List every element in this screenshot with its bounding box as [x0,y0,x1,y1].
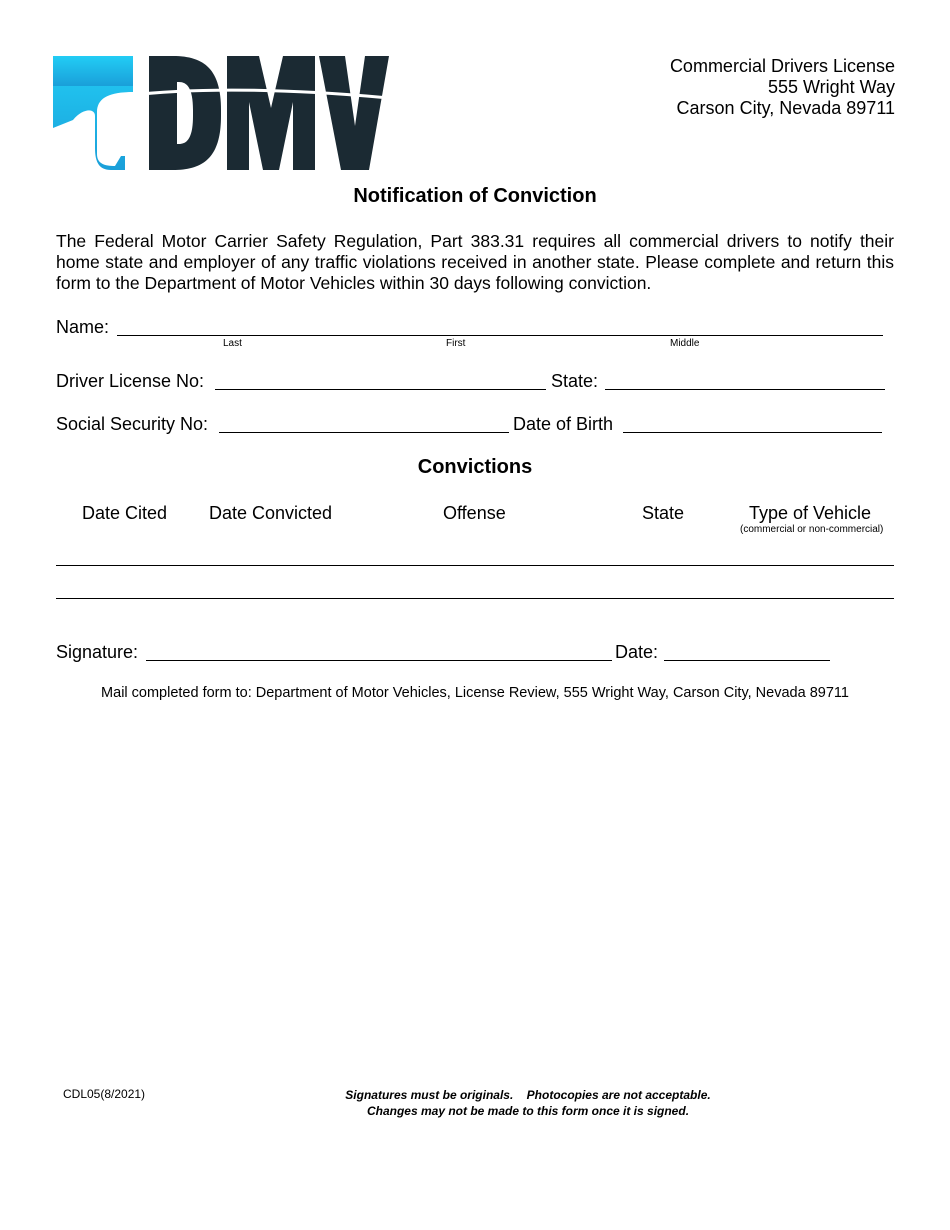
date-field[interactable] [664,660,830,661]
ssn-label: Social Security No: [56,414,209,434]
column-offense: Offense [443,503,506,523]
name-label: Name: [56,317,110,337]
footer-note: Signatures must be originals. Photocopies are not acceptable. [345,1088,711,1102]
address-line: Commercial Drivers License [669,56,895,76]
conviction-entry-line[interactable] [56,565,894,566]
name-part-last: Last [223,338,242,349]
convictions-heading: Convictions [417,456,533,478]
vehicle-type-note: (commercial or non-commercial) [740,524,884,535]
dob-field[interactable] [623,432,882,433]
dmv-address [670,56,895,119]
state-field[interactable] [605,389,885,390]
column-type-of-vehicle-label: Type of Vehicle [748,503,872,523]
mail-instructions: Mail completed form to: Department of Motor Vehicles, License Review, 555 Wright Way, Carson City, Nevada 89711 [101,685,849,701]
column-type-of-vehicle [740,503,884,535]
page-title: Notification of Conviction [353,185,597,207]
dmv-logo-graphic [53,56,389,170]
license-number-field[interactable] [215,389,546,390]
state-label: State: [551,371,599,391]
dmv-logo [53,56,389,170]
column-date-cited: Date Cited [82,503,168,523]
form-number: CDL05(8/2021) [63,1087,146,1101]
dob-label: Date of Birth [513,414,614,434]
name-part-middle: Middle [670,338,700,349]
column-date-convicted: Date Convicted [209,503,333,523]
footer-notes [300,1087,756,1119]
name-part-first: First [446,338,466,349]
name-field[interactable] [117,335,883,336]
signature-field[interactable] [146,660,612,661]
intro-paragraph: The Federal Motor Carrier Safety Regulation, Part 383.31 requires all commercial drivers to notify their home state and employer of any traffic violations received in another state. Please complete and return this form to the Department of Motor Vehicles within 30 days following conviction. [56,231,894,293]
date-label: Date: [615,642,659,662]
ssn-field[interactable] [219,432,509,433]
footer-note: Changes may not be made to this form once it is signed. [366,1104,690,1118]
address-line: 555 Wright Way [767,77,895,97]
license-label: Driver License No: [56,371,205,391]
address-line: Carson City, Nevada 89711 [676,98,895,118]
signature-label: Signature: [56,642,139,662]
conviction-entry-line[interactable] [56,598,894,599]
column-state: State [642,503,685,523]
